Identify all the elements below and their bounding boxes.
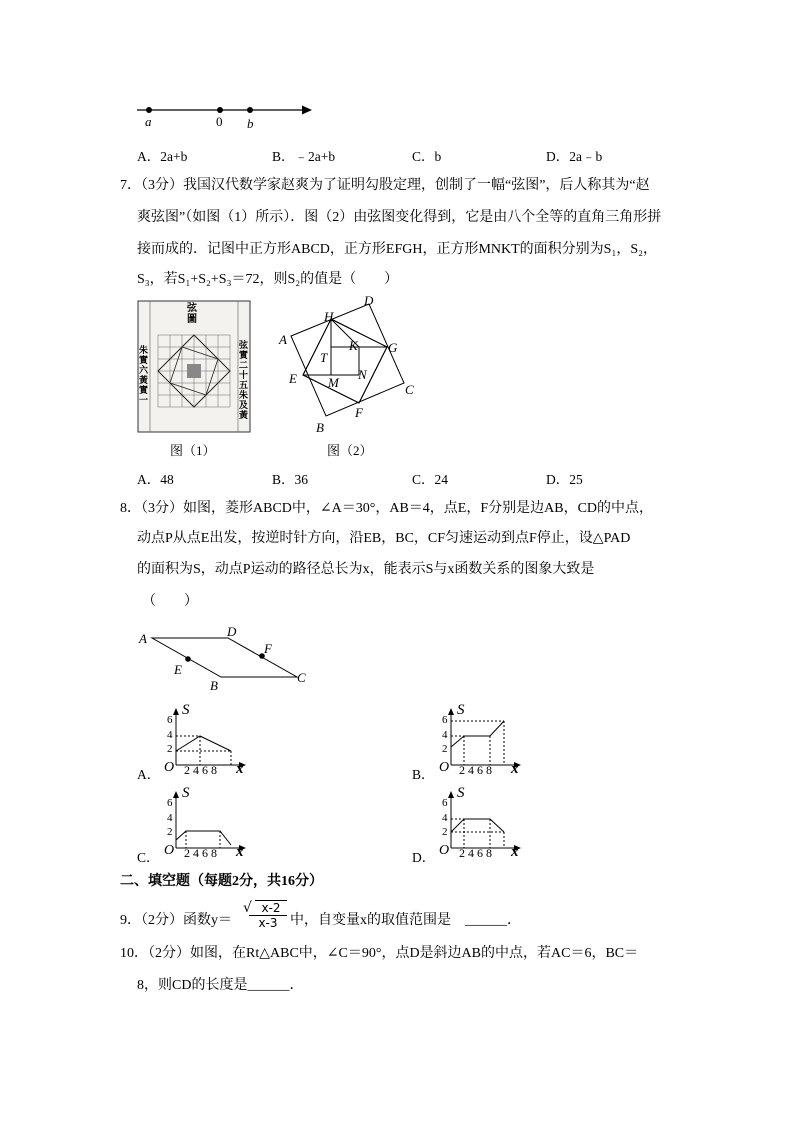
graph-d-ytick-4: 4: [442, 811, 448, 824]
number-line-label-zero: 0: [216, 114, 223, 129]
graph-d-x-label: x: [511, 844, 519, 860]
graph-c-ytick-2: 2: [167, 826, 173, 838]
rhombus-label-b: B: [210, 678, 218, 693]
q8-line-2: 动点P从点E出发，按逆时针方向，沿EB，BC，CF匀速运动到点F停止，设△PAD: [137, 531, 631, 546]
fig1-left-text: 朱 實 六 黃 實 一: [139, 345, 149, 405]
fig2-label-e: E: [289, 371, 297, 386]
graph-c-ytick-4: 4: [167, 811, 173, 824]
q10-line-1: 10．（2分）如图，在Rt△ABC中，∠C＝90°，点D是斜边AB的中点，若AC＝6，BC＝: [120, 946, 639, 961]
graph-a-xticks: 2 4 6 8: [184, 763, 217, 777]
q9-fraction: [243, 900, 287, 931]
q8-line-1: 8．（3分）如图，菱形ABCD中，∠A＝30°，AB＝4，点E，F分别是边AB，CD的中点，: [120, 501, 654, 516]
graph-b-yticks: [442, 713, 450, 757]
fig2-label-a: A: [279, 332, 287, 347]
q10-line-2: [137, 976, 303, 996]
fig2-label-k: K: [349, 338, 358, 353]
rhombus-label-e: E: [174, 662, 182, 677]
q7-line-1: 7．（3分）我国汉代数学家赵爽为了证明勾股定理，创制了一幅“弦图”，后人称其为“赵: [120, 178, 650, 193]
q8-line-4: （ ）: [142, 594, 198, 609]
rhombus-label-c: C: [297, 670, 306, 685]
graph-b-origin: O: [439, 760, 450, 775]
graph-b-y-label: S: [457, 702, 465, 718]
graph-a-origin: O: [164, 760, 175, 775]
q7-line-2: 爽弦图”（如图（1）所示）．图（2）由弦图变化得到，它是由八个全等的直角三角形拼: [137, 210, 662, 225]
q7-option-d[interactable]: D．25: [546, 472, 583, 487]
graph-c-xticks: 2 4 6 8: [184, 846, 217, 860]
q9-numerator: x-2: [255, 900, 287, 915]
q7-line-3: 接而成的．记图中正方形ABCD，正方形EFGH，正方形MNKT的面积分别为S₁，S₂，: [137, 242, 658, 257]
fig2-label-b: B: [316, 420, 324, 435]
fig2-label-h: H: [324, 309, 334, 324]
graph-b-x-label: x: [511, 761, 519, 777]
q8-option-d-letter[interactable]: D．: [412, 850, 436, 865]
q7-option-b[interactable]: B．36: [272, 472, 309, 487]
graph-c-x-label: x: [236, 844, 244, 860]
q8-option-c-letter[interactable]: C．: [137, 850, 160, 865]
graph-d-yticks: [442, 796, 450, 840]
graph-c-origin: O: [164, 843, 175, 858]
graph-b-xticks: 2 4 6 8: [459, 763, 492, 777]
q6-option-d[interactable]: D．2a﹣b: [546, 149, 603, 164]
q6-option-a[interactable]: A．2a+b: [137, 149, 188, 164]
q9-suffix: 中，自变量x的取值范围是: [290, 913, 451, 928]
graph-d-origin: O: [439, 843, 450, 858]
graph-a-x-label: x: [236, 761, 244, 777]
q10-blank[interactable]: ______．: [247, 978, 304, 993]
graph-b-ytick-2: 2: [442, 743, 448, 755]
fig1-right-text: 弦 實 二 十 五 朱 及 黃: [239, 340, 249, 420]
q6-option-b[interactable]: B．﹣2a+b: [272, 149, 336, 164]
fig2-caption: 图（2）: [327, 443, 373, 458]
q9-blank[interactable]: ______．: [465, 913, 521, 928]
q10-line-2-text: 8，则CD的长度是: [137, 978, 248, 993]
graph-c-y-label: S: [182, 785, 190, 801]
q7-option-a[interactable]: A．48: [137, 472, 174, 487]
fig2-label-d: D: [364, 293, 374, 308]
q7-option-c[interactable]: C．24: [412, 472, 449, 487]
q6-option-c[interactable]: C．b: [412, 149, 442, 164]
sqrt-icon: √: [243, 900, 252, 916]
graph-d-y-label: S: [457, 785, 465, 801]
graph-b-ytick-4: 4: [442, 728, 448, 741]
fig1-title: 弦 圖: [187, 303, 197, 325]
number-line-label-b: b: [247, 116, 254, 131]
fig2-label-c: C: [405, 382, 414, 397]
fig2-label-m: M: [328, 375, 339, 390]
graph-d-ytick-2: 2: [442, 826, 448, 838]
fig2-label-g: G: [388, 340, 398, 355]
rhombus-label-a: A: [139, 631, 147, 646]
q7-line-4: S₃，若S₁+S₂+S₃＝72，则S₂的值是（ ）: [137, 272, 399, 287]
graph-a-ytick-6: 6: [167, 714, 173, 726]
rhombus-label-f: F: [264, 641, 272, 656]
graph-a-ytick-4: 4: [167, 728, 173, 741]
graph-a-y-label: S: [182, 702, 190, 718]
section-heading: 二、填空题（每题2分，共16分）: [120, 874, 323, 889]
fig1-caption: 图（1）: [170, 443, 216, 458]
number-line-label-a: a: [145, 114, 152, 129]
graph-c-yticks: [167, 796, 175, 840]
graph-a-yticks: [167, 713, 175, 757]
fig2-label-t: T: [320, 350, 328, 365]
q9-prefix: 9．（2分）函数y＝: [120, 913, 232, 928]
graph-d-ytick-6: 6: [442, 797, 448, 809]
graph-a-ytick-2: 2: [167, 743, 173, 755]
graph-d-xticks: 2 4 6 8: [459, 846, 492, 860]
q8-option-b-letter[interactable]: B．: [412, 767, 435, 782]
graph-b-ytick-6: 6: [442, 714, 448, 726]
q9-denominator: x-3: [258, 916, 278, 930]
rhombus-label-d: D: [227, 624, 237, 639]
q8-option-a-letter[interactable]: A．: [137, 767, 161, 782]
graph-c-ytick-6: 6: [167, 797, 173, 809]
fig2-label-n: N: [358, 367, 367, 382]
q8-line-3: 的面积为S，动点P运动的路径总长为x，能表示S与x函数关系的图象大致是: [137, 562, 595, 577]
fig2-label-f: F: [355, 405, 363, 420]
